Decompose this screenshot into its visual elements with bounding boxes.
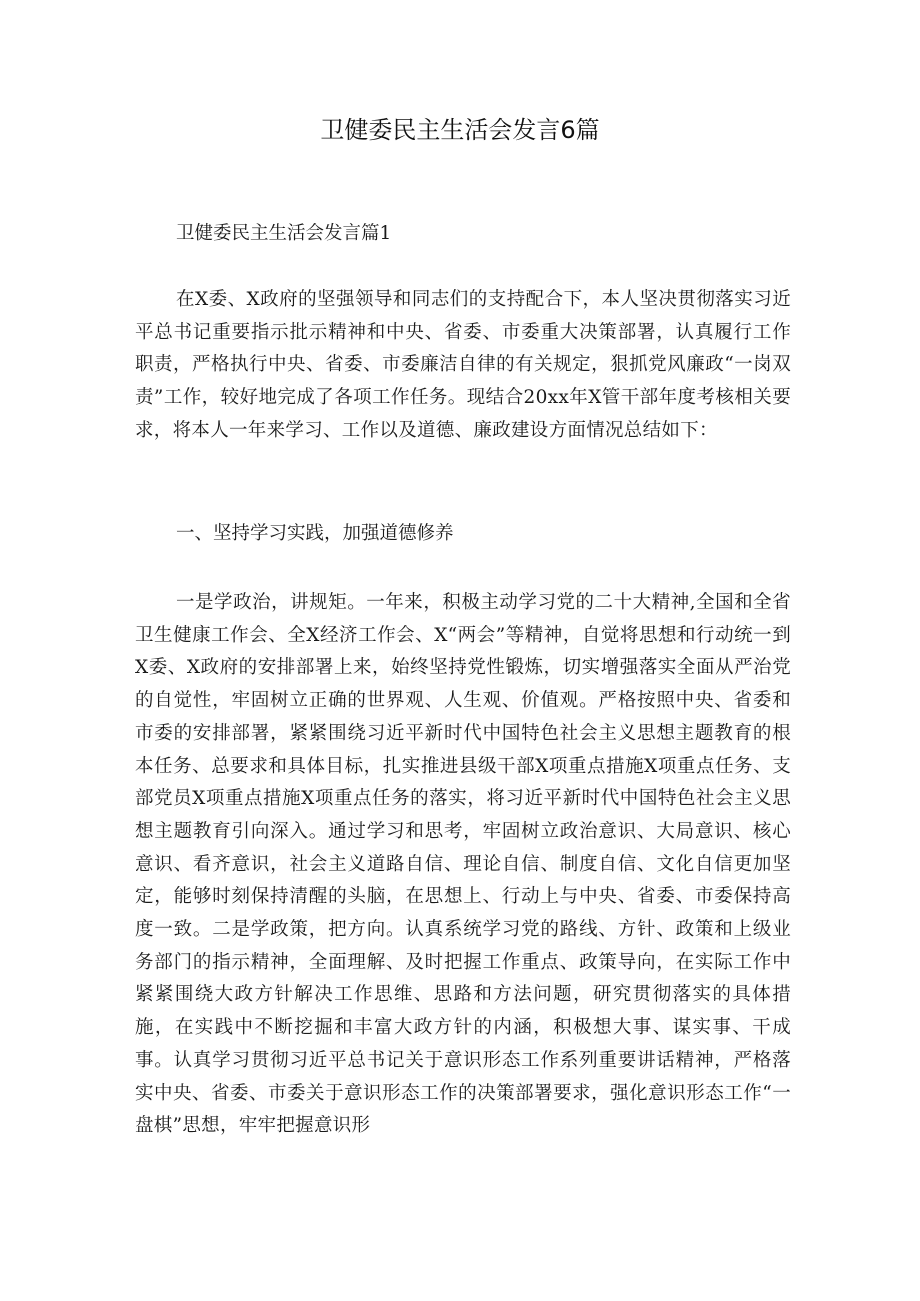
section-heading-1: 一、坚持学习实践，加强道德修养 bbox=[176, 523, 454, 544]
paragraph-intro: 在X委、X政府的坚强领导和同志们的支持配合下，本人坚决贯彻落实习近平总书记重要指示批示精神和中央、省委、市委重大决策部署，认真履行工作职责，严格执行中央、省委、市委廉洁自律的有关规定，狠抓党风廉政“一岗双责”工作，较好地完成了各项工作任务。现结合20xx年X管干部年度考核相关要求，将本人一年来学习、工作以及道德、廉政建设方面情况总结如下： bbox=[135, 289, 791, 441]
subtitle: 卫健委民主生活会发言篇1 bbox=[176, 223, 392, 244]
paragraph-study-politics: 一是学政治，讲规矩。一年来，积极主动学习党的二十大精神,全国和全省卫生健康工作会、全X经济工作会、X“两会”等精神，自觉将思想和行动统一到X委、X政府的安排部署上来，始终坚持党性锻炼，切实增强落实全面从严治党的自觉性，牢固树立正确的世界观、人生观、价值观。严格按照中央、省委和市委的安排部署，紧紧围绕习近平新时代中国特色社会主义思想主题教育的根本任务、总要求和具体目标，扎实推进县级干部X项重点措施X项重点任务、支部党员X项重点措施X项重点任务的落实，将习近平新时代中国特色社会主义思想主题教育引向深入。通过学习和思考，牢固树立政治意识、大局意识、核心意识、看齐意识，社会主义道路自信、理论自信、制度自信、文化自信更加坚定，能够时刻保持清醒的头脑，在思想上、行动上与中央、省委、市委保持高度一致。二是学政策，把方向。认真系统学习党的路线、方针、政策和上级业务部门的指示精神，全面理解、及时把握工作重点、政策导向，在实际工作中紧紧围绕大政方针解决工作思维、思路和方法问题，研究贯彻落实的具体措施，在实践中不断挖掘和丰富大政方针的内涵，积极想大事、谋实事、干成事。认真学习贯彻习近平总书记关于意识形态工作系列重要讲话精神，严格落实中央、省委、市委关于意识形态工作的决策部署要求，强化意识形态工作“一盘棋”思想，牢牢把握意识形 bbox=[135, 592, 791, 1137]
document-title: 卫健委民主生活会发言6篇 bbox=[320, 116, 600, 144]
